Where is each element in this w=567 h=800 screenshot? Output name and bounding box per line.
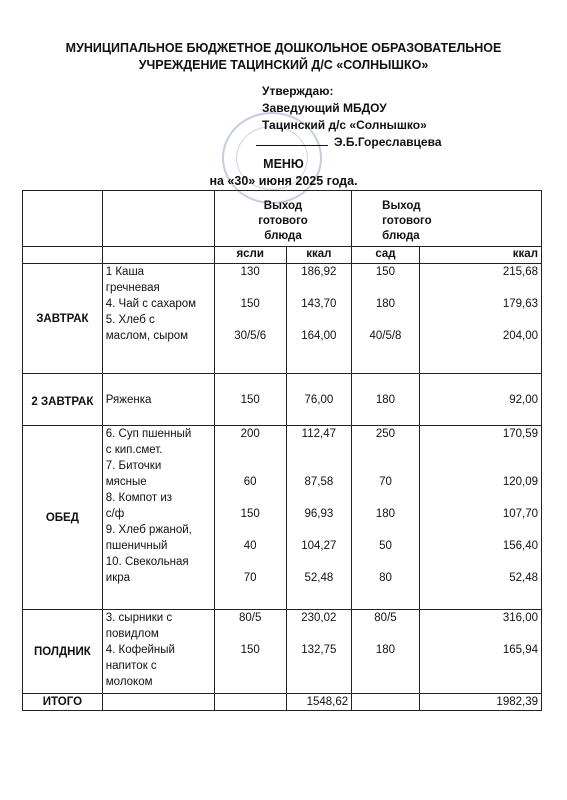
value: 150 [240, 508, 260, 520]
menu-title: МЕНЮ [263, 157, 304, 171]
table-subheader-row [23, 247, 542, 264]
value: 112,47 [301, 428, 336, 440]
value: 150 [240, 644, 260, 656]
subheader-nursery: ясли [214, 247, 286, 264]
total-empty-cell [352, 694, 420, 711]
dish-text: маслом, сыром [105, 330, 189, 342]
signature-line [262, 134, 442, 151]
nursery-portion-cell: 150 [214, 374, 286, 426]
table-row [23, 610, 542, 694]
header-empty-cell [23, 191, 103, 247]
value: 150 [240, 298, 260, 310]
dish-cell [102, 426, 214, 610]
nursery-kcal-cell [286, 610, 352, 694]
value: 80/5 [238, 612, 262, 624]
dish-text: 7. Биточки [105, 460, 162, 472]
document-header [0, 40, 567, 74]
value: 132,75 [301, 644, 337, 656]
value: 70 [243, 572, 257, 584]
garden-kcal-cell: 92,00 [419, 374, 541, 426]
value: 40/5/8 [369, 330, 402, 342]
yield-header-text: блюда [264, 230, 302, 242]
value: 80 [379, 572, 392, 584]
value: 316,00 [502, 612, 538, 624]
menu-date: на «30» июня 2025 года. [209, 174, 358, 188]
value: 186,92 [301, 266, 337, 278]
value: 164,00 [301, 330, 337, 342]
approval-line-2: Заведующий МБДОУ [262, 101, 387, 115]
dish-text: 3. сырники с [105, 612, 173, 624]
header-empty-cell [102, 191, 214, 247]
value: 156,40 [502, 540, 538, 552]
value: 80/5 [374, 612, 397, 624]
table-row [23, 374, 542, 426]
dish-text: мясные [105, 476, 147, 488]
dish-text: повидлом [105, 628, 159, 640]
value: 130 [240, 266, 260, 278]
approval-line-1: Утверждаю: [262, 84, 334, 98]
value: 70 [379, 476, 392, 488]
yield-header-garden [352, 191, 542, 247]
dish-cell [102, 374, 214, 426]
nursery-kcal-cell [286, 426, 352, 610]
value: 143,70 [301, 298, 337, 310]
dish-text: 9. Хлеб ржаной, [105, 524, 192, 536]
nursery-kcal-cell: 76,00 [286, 374, 352, 426]
meal-name: ОБЕД [23, 426, 103, 610]
value: 180 [375, 298, 396, 310]
approval-line-3: Тацинский д/с «Солнышко» [262, 118, 427, 132]
value: 52,48 [304, 572, 334, 584]
dish-text: 4. Чай с сахаром [105, 298, 197, 310]
garden-kcal-cell [419, 264, 541, 374]
signature-mark [256, 135, 328, 146]
subheader-garden: сад [352, 247, 420, 264]
meal-name: ЗАВТРАК [23, 264, 103, 374]
meal-name: 2 ЗАВТРАК [23, 374, 103, 426]
value: 30/5/6 [234, 330, 267, 342]
table-row [23, 426, 542, 610]
value: 60 [243, 476, 257, 488]
yield-header-text: Выход [263, 200, 303, 212]
garden-portion-cell: 180 [352, 374, 420, 426]
value: 200 [240, 428, 260, 440]
garden-kcal-cell [419, 610, 541, 694]
total-empty-cell [214, 694, 286, 711]
dish-text: Ряженка [105, 393, 152, 406]
value: 96,93 [304, 508, 334, 520]
dish-text: 1 Каша [105, 266, 145, 278]
garden-portion-cell [352, 610, 420, 694]
total-nursery-kcal: 1548,62 [286, 694, 352, 711]
value: 230,02 [301, 612, 337, 624]
dish-cell [102, 610, 214, 694]
value: 50 [379, 540, 392, 552]
garden-portion-cell [352, 426, 420, 610]
value: 170,59 [502, 428, 538, 440]
value: 204,00 [502, 330, 538, 342]
dish-text: 10. Свекольная [105, 556, 189, 568]
header-line-2: УЧРЕЖДЕНИЕ ТАЦИНСКИЙ Д/С «СОЛНЫШКО» [138, 58, 429, 72]
menu-table [22, 190, 542, 711]
value: 104,27 [301, 540, 337, 552]
dish-text: гречневая [105, 282, 160, 294]
approval-block [262, 83, 442, 151]
yield-header-text: готового [258, 215, 308, 227]
meal-name: ПОЛДНИК [23, 610, 103, 694]
nursery-portion-cell [214, 426, 286, 610]
signatory-name: Э.Б.Гореславцева [334, 135, 442, 149]
dish-text: 5. Хлеб с [105, 314, 155, 326]
garden-portion-cell [352, 264, 420, 374]
subheader-empty-cell [23, 247, 103, 264]
value: 107,70 [502, 508, 538, 520]
value: 180 [375, 644, 396, 656]
total-empty-cell [102, 694, 214, 711]
garden-kcal-cell [419, 426, 541, 610]
yield-header-text: готового [382, 215, 432, 227]
value: 165,94 [502, 644, 538, 656]
yield-header-text: Выход [382, 200, 421, 212]
dish-text: 4. Кофейный [105, 644, 175, 656]
nursery-kcal-cell [286, 264, 352, 374]
total-row [23, 694, 542, 711]
value: 40 [243, 540, 257, 552]
dish-cell [102, 264, 214, 374]
dish-text: 8. Компот из [105, 492, 173, 504]
total-garden-kcal: 1982,39 [419, 694, 541, 711]
dish-text: 6. Суп пшенный [105, 428, 192, 440]
value: 250 [375, 428, 396, 440]
subheader-kcal: ккал [419, 247, 541, 264]
dish-text: пшеничный [105, 540, 168, 552]
dish-text: икра [105, 572, 131, 584]
dish-text: с кип.смет. [105, 444, 163, 456]
value: 179,63 [502, 298, 538, 310]
value: 215,68 [502, 266, 538, 278]
dish-text: напиток с [105, 660, 157, 672]
value: 180 [375, 508, 396, 520]
value: 120,09 [502, 476, 538, 488]
value: 87,58 [304, 476, 334, 488]
dish-text: с/ф [105, 508, 125, 520]
total-label: ИТОГО [23, 694, 103, 711]
subheader-kcal: ккал [286, 247, 352, 264]
subheader-empty-cell [102, 247, 214, 264]
nursery-portion-cell [214, 264, 286, 374]
dish-text: молоком [105, 676, 153, 688]
nursery-portion-cell [214, 610, 286, 694]
yield-header-text: блюда [382, 230, 420, 242]
table-header-row [23, 191, 542, 247]
value: 52,48 [509, 572, 538, 584]
table-row [23, 264, 542, 374]
value: 150 [375, 266, 396, 278]
header-line-1: МУНИЦИПАЛЬНОЕ БЮДЖЕТНОЕ ДОШКОЛЬНОЕ ОБРАЗОВАТЕЛЬНОЕ [65, 41, 502, 55]
yield-header-nursery [214, 191, 351, 247]
